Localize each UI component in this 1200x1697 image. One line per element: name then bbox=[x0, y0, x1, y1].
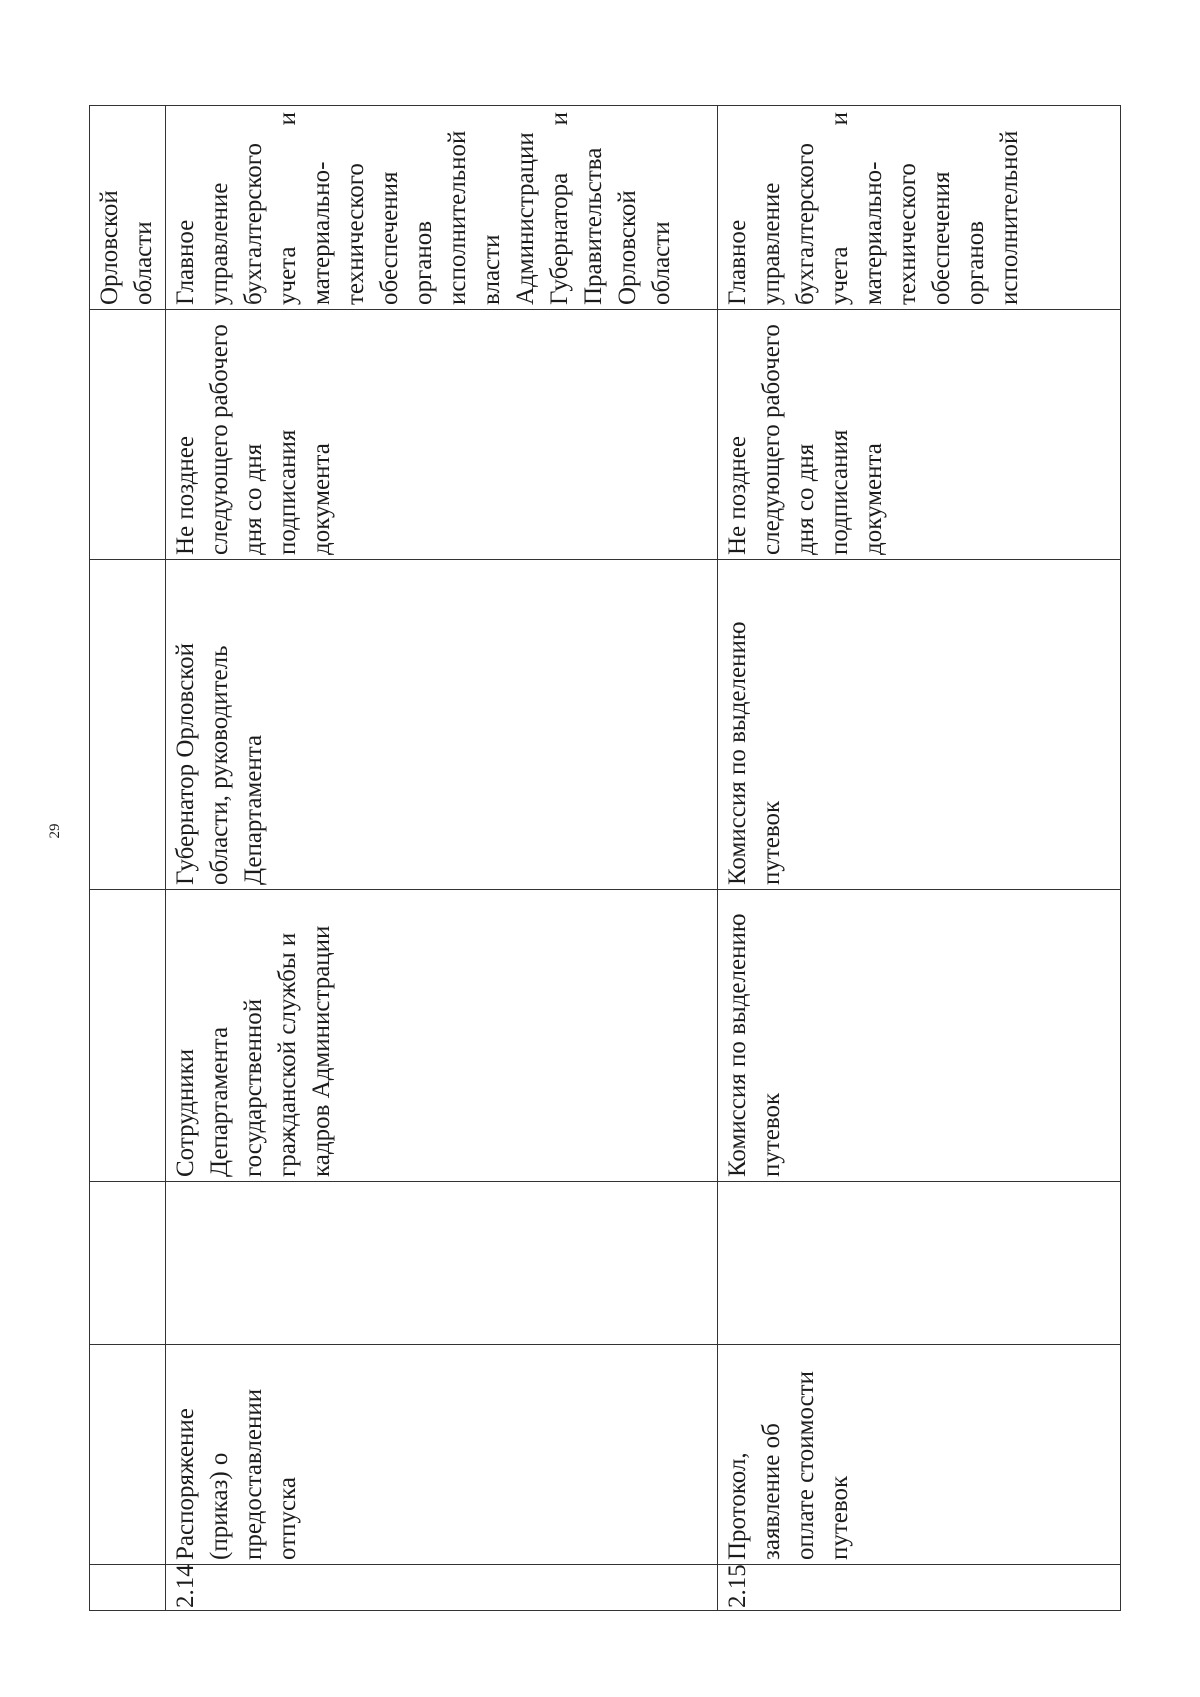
continuation-row bbox=[90, 106, 166, 1611]
table-cell bbox=[90, 310, 166, 560]
deadline-cell: Не позднее следующего рабочего дня со дня подписания документа bbox=[166, 310, 718, 560]
document-name-cell: Распоряжение (приказ) о предоставлении отпуска bbox=[166, 1345, 718, 1565]
table-row bbox=[166, 106, 718, 1611]
signer-cell: Губернатор Орловской области, руководитель Департамента bbox=[166, 560, 718, 890]
creator-cell: Сотрудники Департамента государственной гражданской службы и кадров Администрации bbox=[166, 890, 718, 1182]
creator-cell: Комиссия по выделению путевок bbox=[718, 890, 1121, 1182]
signer-cell: Комиссия по выделению путевок bbox=[718, 560, 1121, 890]
rotated-page-content bbox=[89, 106, 1121, 1611]
table-row bbox=[718, 106, 1121, 1611]
table-cell bbox=[90, 1345, 166, 1565]
table-cell bbox=[90, 890, 166, 1182]
responsible-cell: Главное управление бухгалтерского учета и материально-технического обеспечения органов исполнительной bbox=[718, 106, 1121, 310]
responsible-cell: Главное управление бухгалтерского учета и материально-технического обеспечения органов исполнительной власти Администрации Губернатора и Правительства Орловской области bbox=[166, 106, 718, 310]
page-number: 29 bbox=[47, 823, 63, 839]
empty-cell bbox=[166, 1182, 718, 1345]
row-number: 2.15 bbox=[718, 1565, 1121, 1611]
row-number: 2.14 bbox=[166, 1565, 718, 1611]
document-name-cell: Протокол, заявление об оплате стоимости путевок bbox=[718, 1345, 1121, 1565]
table-cell bbox=[90, 1565, 166, 1611]
table-cell bbox=[90, 560, 166, 890]
document-flow-table bbox=[89, 105, 1121, 1611]
table-cell bbox=[90, 1182, 166, 1345]
responsible-cell: Орловской области bbox=[90, 106, 166, 310]
empty-cell bbox=[718, 1182, 1121, 1345]
deadline-cell: Не позднее следующего рабочего дня со дня подписания документа bbox=[718, 310, 1121, 560]
